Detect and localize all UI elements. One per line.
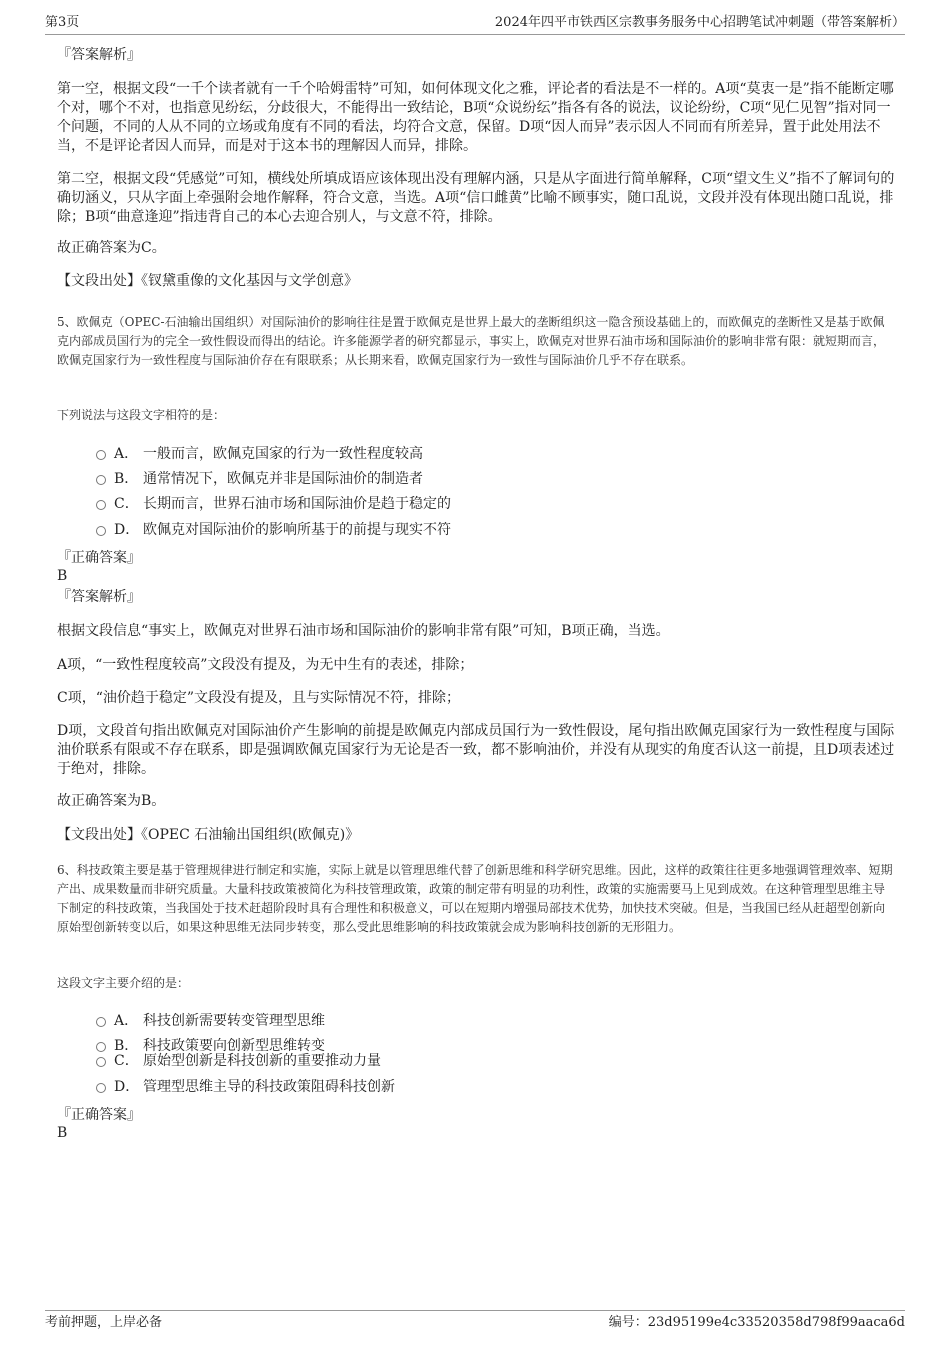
q5-option-b[interactable]: B． 通常情况下，欧佩克并非是国际油价的制造者 (96, 469, 876, 489)
page-number: 第3页 (45, 15, 80, 30)
question-6-stem: 6、科技政策主要是基于管理规律进行制定和实施，实际上就是以管理思维代替了创新思维和科学研究思维。因此，这样的政策往往更多地强调管理效率、短期产出、成果数量而非研究质量。大量科技政策被简化为科技管理政策，政策的制定带有明显的功利性，政策的实施需要马上见到成效。在这种管理型思维主导下制定的科技政策，当我国处于技术赶超阶段时具有合理性和积极意义，可以在短期内增强局部技术优势，加快技术突破。但是，当我国已经从赶超型创新向原始型创新转变以后，如果这种思维无法同步转变，那么受此思维影响的科技政策就会成为影响科技创新的无形阻力。 (57, 863, 893, 934)
question-5-stem: 5、欧佩克（OPEC-石油输出国组织）对国际油价的影响往往是置于欧佩克是世界上最大的垄断组织这一隐含预设基础上的，而欧佩克的垄断性又是基于欧佩克内部成员国行为的完全一致性假设而得出的结论。许多能源学者的研究都显示，事实上，欧佩克对世界石油市场和国际油价的影响非常有限：就短期而言，欧佩克国家行为一致性程度与国际油价存在有限联系；从长期来看，欧佩克国家行为一致性与国际油价几乎不存在联系。 (57, 315, 886, 367)
radio-icon[interactable] (96, 475, 106, 485)
analysis-paragraph-2: 第二空，根据文段“凭感觉”可知，横线处所填成语应该体现出没有理解内涵，只是从字面进行简单解释，C项“望文生义”指不了解词句的确切涵义，只从字面上牵强附会地作解释，符合文意，当选。A项“信口雌黄”比喻不顾事实，随口乱说，文段并没有体现出随口乱说，排除；B项“曲意逢迎”指违背自己的本心去迎合别人，与文意不符，排除。 (57, 171, 895, 225)
correct-answer-heading: 『正确答案』 (57, 1107, 141, 1123)
page-header (45, 14, 905, 35)
q5-option-c[interactable]: C． 长期而言，世界石油市场和国际油价是趋于稳定的 (96, 494, 876, 514)
q6-option-c[interactable]: C． 原始型创新是科技创新的重要推动力量 (96, 1051, 876, 1071)
radio-icon[interactable] (96, 526, 106, 536)
source-citation: 【文段出处】《OPEC 石油输出国组织(欧佩克)》 (57, 827, 360, 843)
radio-icon[interactable] (96, 1057, 106, 1067)
analysis-conclusion: 故正确答案为B。 (57, 793, 166, 809)
radio-icon[interactable] (96, 500, 106, 510)
analysis-conclusion: 故正确答案为C。 (57, 240, 166, 256)
radio-icon[interactable] (96, 450, 106, 460)
analysis-heading: 『答案解析』 (57, 589, 141, 605)
document-title: 2024年四平市铁西区宗教事务服务中心招聘笔试冲刺题（带答案解析） (494, 15, 905, 30)
correct-answer: B (57, 568, 68, 584)
footer-slogan: 考前押题，上岸必备 (45, 1315, 163, 1330)
q5-option-a[interactable]: A． 一般而言，欧佩克国家的行为一致性程度较高 (96, 444, 876, 464)
source-citation: 【文段出处】《钗黛重像的文化基因与文学创意》 (57, 273, 358, 289)
q5-option-d[interactable]: D． 欧佩克对国际油价的影响所基于的前提与现实不符 (96, 520, 876, 540)
correct-answer: B (57, 1125, 68, 1141)
analysis-paragraph-2: A项，“一致性程度较高”文段没有提及，为无中生有的表述，排除； (57, 657, 474, 673)
correct-answer-heading: 『正确答案』 (57, 550, 141, 566)
q6-option-b[interactable]: B． 科技政策要向创新型思维转变 (96, 1036, 876, 1056)
document-id: 编号：23d95199e4c33520358d798f99aaca6d (608, 1315, 905, 1330)
question-5-prompt: 下列说法与这段文字相符的是： (57, 408, 226, 422)
analysis-paragraph-1: 根据文段信息“事实上，欧佩克对世界石油市场和国际油价的影响非常有限”可知，B项正确，当选。 (57, 623, 670, 639)
analysis-paragraph-1: 第一空，根据文段“一千个读者就有一千个哈姆雷特”可知，如何体现文化之雅，评论者的看法是不一样的。A项“莫衷一是”指不能断定哪个对，哪个不对，也指意见纷纭，分歧很大，不能得出一致结论，B项“众说纷纭”指各有各的说法，议论纷纷，C项“见仁见智”指对同一个问题，不同的人从不同的立场或角度有不同的看法，均符合文意，保留。D项“因人而异”表示因人不同而有所差异，置于此处用法不当，不是评论者因人而异，而是对于这本书的理解因人而异，排除。 (57, 81, 894, 154)
page-footer (45, 1310, 905, 1333)
analysis-paragraph-4: D项，文段首句指出欧佩克对国际油价产生影响的前提是欧佩克内部成员国行为一致性假设，尾句指出欧佩克国家行为一致性程度与国际油价联系有限或不存在联系，即是强调欧佩克国家行为无论是否一致，都不影响油价，并没有从现实的角度否认这一前提，且D项表述过于绝对，排除。 (57, 723, 895, 777)
analysis-heading: 『答案解析』 (57, 47, 141, 63)
q6-option-d[interactable]: D． 管理型思维主导的科技政策阻碍科技创新 (96, 1077, 876, 1097)
radio-icon[interactable] (96, 1083, 106, 1093)
radio-icon[interactable] (96, 1017, 106, 1027)
analysis-paragraph-3: C项，“油价趋于稳定”文段没有提及，且与实际情况不符，排除； (57, 690, 461, 706)
question-6-prompt: 这段文字主要介绍的是： (57, 976, 190, 990)
q6-option-a[interactable]: A． 科技创新需要转变管理型思维 (96, 1011, 876, 1031)
